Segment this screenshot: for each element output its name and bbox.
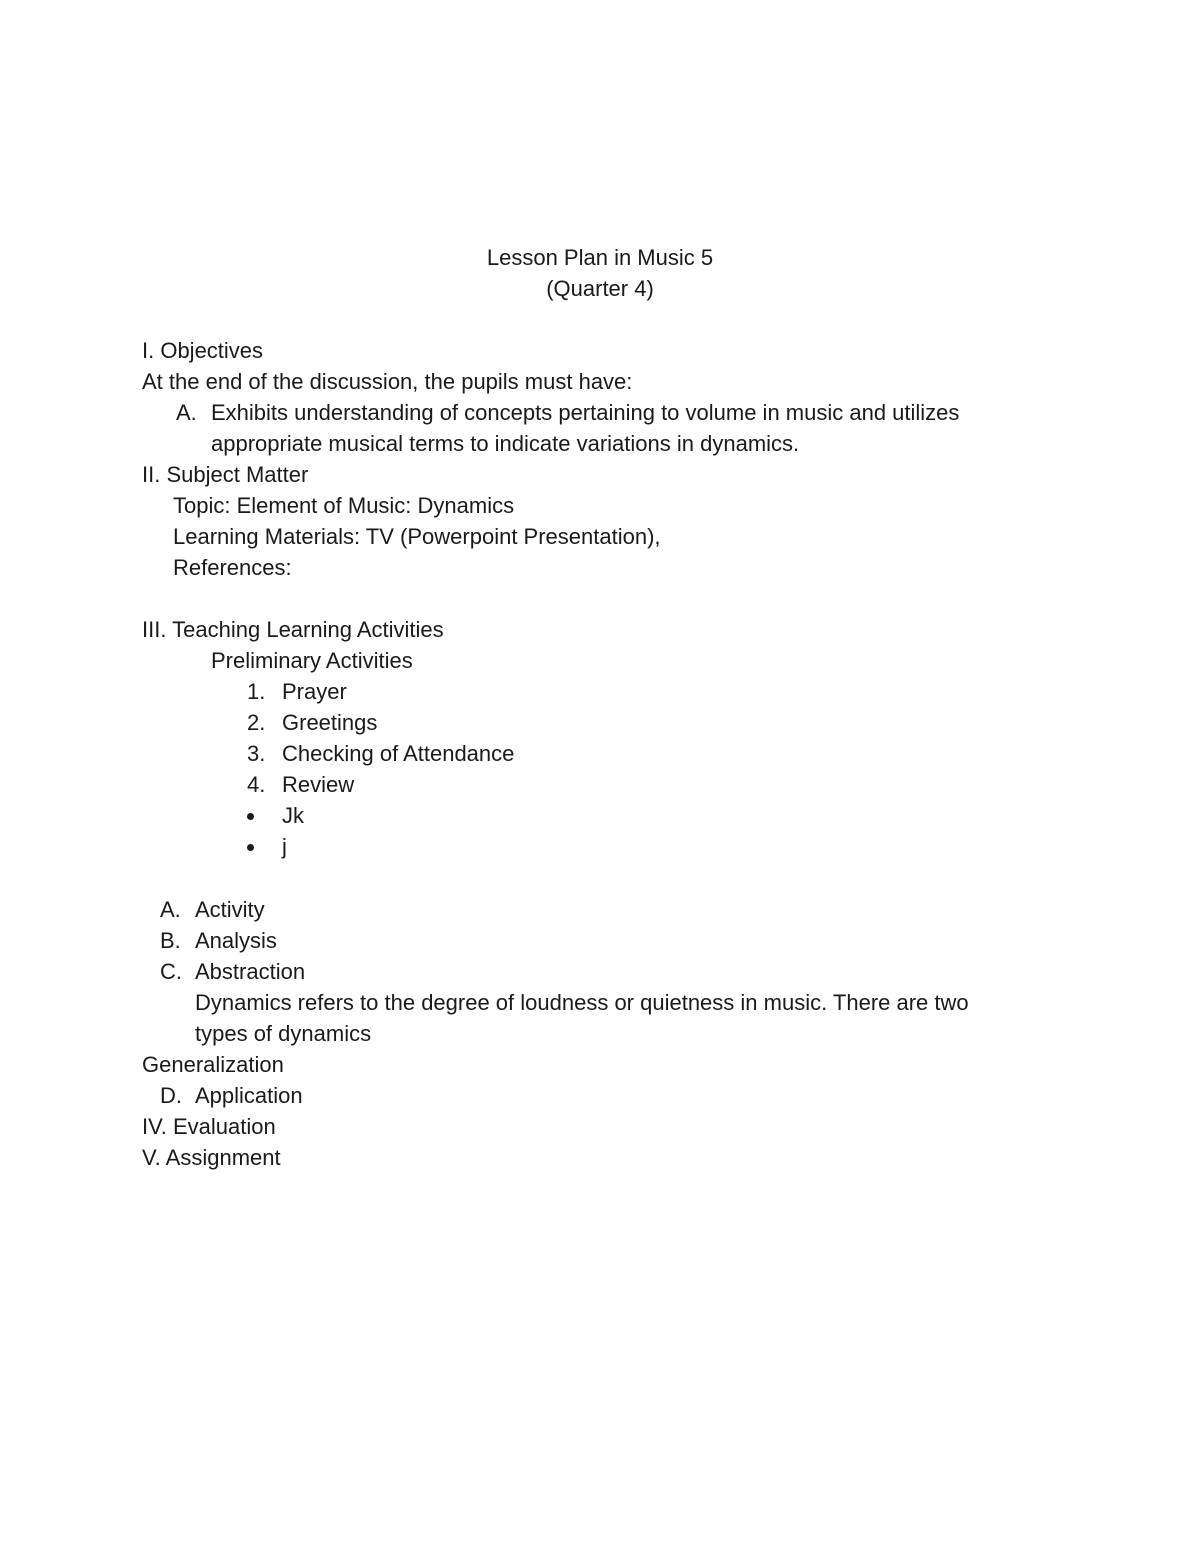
numbered-marker: 2.: [247, 710, 266, 735]
numbered-item-prayer: Prayer: [282, 679, 347, 704]
numbered-item-attendance: Checking of Attendance: [282, 741, 515, 766]
objectives-intro: At the end of the discussion, the pupils must have:: [142, 369, 633, 394]
activities-heading: III. Teaching Learning Activities: [142, 617, 444, 642]
document-title: Lesson Plan in Music 5: [486, 245, 714, 270]
lettered-item-abstraction: Abstraction: [195, 959, 306, 984]
numbered-item-review: Review: [282, 772, 355, 797]
numbered-marker: 1.: [247, 679, 266, 704]
subject-references: References:: [173, 555, 292, 580]
lettered-item-application: Application: [195, 1083, 303, 1108]
objective-a-line1: Exhibits understanding of concepts pertaining to volume in music and utilizes: [211, 400, 960, 425]
lettered-marker: B.: [160, 928, 181, 953]
abstraction-text-line1: Dynamics refers to the degree of loudness or quietness in music. There are two: [195, 990, 969, 1015]
subject-topic: Topic: Element of Music: Dynamics: [173, 493, 515, 518]
abstraction-text-line2: types of dynamics: [195, 1021, 372, 1046]
lettered-marker: A.: [160, 897, 181, 922]
bullet-icon: [247, 813, 254, 820]
bullet-item: Jk: [282, 803, 304, 828]
assignment-heading: V. Assignment: [142, 1145, 281, 1170]
preliminary-heading: Preliminary Activities: [211, 648, 413, 673]
generalization-heading: Generalization: [142, 1052, 284, 1077]
subject-matter-heading: II. Subject Matter: [142, 462, 309, 487]
lettered-marker: C.: [160, 959, 182, 984]
lettered-marker: D.: [160, 1083, 182, 1108]
numbered-marker: 3.: [247, 741, 266, 766]
numbered-marker: 4.: [247, 772, 266, 797]
lettered-item-analysis: Analysis: [195, 928, 277, 953]
bullet-icon: [247, 844, 254, 851]
evaluation-heading: IV. Evaluation: [142, 1114, 276, 1139]
objectives-heading: I. Objectives: [142, 338, 264, 363]
bullet-item: j: [282, 834, 287, 859]
objective-a-marker: A.: [176, 400, 197, 425]
objective-a-line2: appropriate musical terms to indicate variations in dynamics.: [211, 431, 800, 456]
numbered-item-greetings: Greetings: [282, 710, 378, 735]
subject-materials: Learning Materials: TV (Powerpoint Presentation),: [173, 524, 661, 549]
document-subtitle: (Quarter 4): [546, 276, 654, 301]
lettered-item-activity: Activity: [195, 897, 265, 922]
